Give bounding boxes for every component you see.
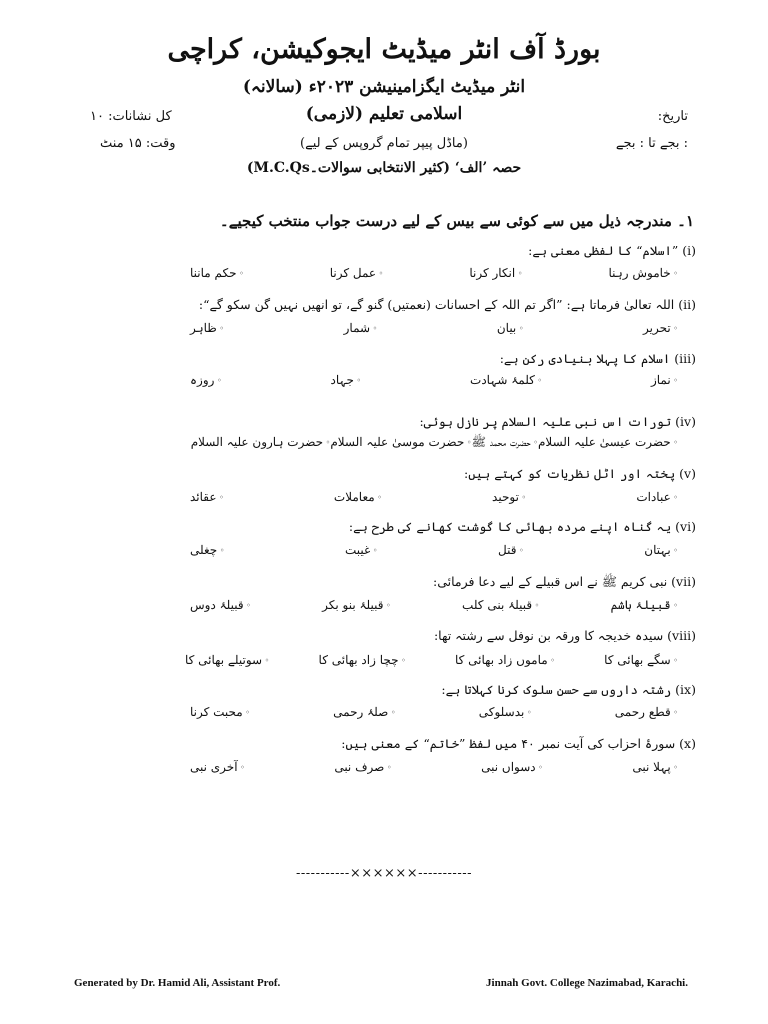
question-1: (i) ”اسلام“ کا لفظی معنی ہے:	[528, 243, 696, 258]
option[interactable]: ◦ قبیلۂ ہاشم	[611, 598, 678, 612]
option[interactable]: ◦ انکار کرنا	[469, 266, 522, 280]
option[interactable]: ◦ قبیلۂ بنو بکر	[322, 598, 391, 612]
option[interactable]: ◦ حضرت ہارون علیہ السلام	[191, 435, 331, 452]
option[interactable]: ◦ روزہ	[190, 373, 222, 387]
option[interactable]: ◦ چچا زاد بھائی کا	[319, 653, 406, 667]
options-4	[190, 435, 678, 452]
option[interactable]: ◦ صرف نبی	[334, 760, 391, 774]
model-paper-note: (ماڈل پیپر تمام گروپس کے لیے)	[300, 136, 468, 151]
option[interactable]: ◦ سگے بھائی کا	[604, 653, 678, 667]
option[interactable]: ◦ قتل	[498, 543, 524, 557]
options-5	[190, 490, 678, 504]
option[interactable]: ◦ دسواں نبی	[481, 760, 543, 774]
question-2: (ii) اللہ تعالیٰ فرماتا ہے: ”اگر تم اللہ کے احسانات (نعمتیں) گنو گے، تو انھیں نہیں گن سکو گے“:	[198, 297, 696, 312]
option[interactable]: ◦ سوتیلے بھائی کا	[185, 653, 269, 667]
option[interactable]: ◦ حکم ماننا	[190, 266, 244, 280]
question-3: (iii) اسلام کا پہلا بنیادی رکن ہے:	[499, 351, 696, 366]
question-8: (viii) سیدہ خدیجہ کا ورقہ بن نوفل سے رشتہ تھا:	[433, 628, 696, 643]
question-7: (vii) نبی کریم ﷺ نے اس قبیلے کے لیے دعا فرمائی:	[433, 574, 696, 589]
option[interactable]: ◦ بہتان	[644, 543, 678, 557]
options-1	[190, 266, 678, 280]
option[interactable]: ◦ معاملات	[334, 490, 382, 504]
option[interactable]: ◦ پہلا نبی	[632, 760, 678, 774]
option[interactable]: ◦ غیبت	[345, 543, 378, 557]
option[interactable]: ◦ تحریر	[643, 321, 678, 335]
end-divider: -----------××××××-----------	[296, 866, 472, 881]
options-3	[190, 373, 678, 387]
option[interactable]: ◦ کلمۂ شہادت	[470, 373, 542, 387]
date-label: تاریخ:	[657, 109, 688, 124]
option[interactable]: ◦ حضرت موسیٰ علیہ السلام	[330, 435, 471, 452]
option[interactable]: ◦ قبیلۂ دوس	[190, 598, 251, 612]
total-marks: کل نشانات: ۱۰	[90, 109, 172, 124]
option[interactable]: ◦ ماموں زاد بھائی کا	[455, 653, 555, 667]
options-6	[190, 543, 678, 557]
option[interactable]: ◦ عقائد	[190, 490, 224, 504]
options-8	[185, 653, 678, 667]
board-title: بورڈ آف انٹر میڈیٹ ایجوکیشن، کراچی	[167, 34, 601, 65]
footer-college: Jinnah Govt. College Nazimabad, Karachi.	[486, 977, 688, 989]
option[interactable]: ◦ عبادات	[636, 490, 678, 504]
option[interactable]: ◦ حضرت عیسیٰ علیہ السلام	[538, 435, 678, 452]
option[interactable]: ◦ ظاہر	[190, 321, 224, 335]
subject-title: اسلامی تعلیم (لازمی)	[305, 104, 463, 124]
options-7	[190, 598, 678, 612]
option[interactable]: ◦ محبت کرنا	[190, 705, 250, 719]
option[interactable]: ◦ آخری نبی	[190, 760, 245, 774]
question-10: (x) سورۂ احزاب کی آیت نمبر ۴۰ میں لفظ ”خاتم“ کے معنی ہیں:	[341, 736, 696, 751]
section-heading: حصہ ’الف‘ (کثیر الانتخابی سوالات۔M.C.Qs)	[246, 160, 522, 176]
exam-title: انٹر میڈیٹ ایگزامینیشن ۲۰۲۳ء (سالانہ)	[242, 77, 526, 97]
option[interactable]: ◦ توحید	[492, 490, 526, 504]
option[interactable]: ◦ قطع رحمی	[615, 705, 678, 719]
options-2	[190, 321, 678, 335]
option[interactable]: ◦ قبیلۂ بنی کلب	[462, 598, 539, 612]
option[interactable]: ◦ جہاد	[331, 373, 362, 387]
option[interactable]: ◦ خاموش رہنا	[608, 266, 678, 280]
option[interactable]: ◦ بیان	[497, 321, 524, 335]
question-5: (v) پختہ اور اٹل نظریات کو کہتے ہیں:	[464, 466, 696, 481]
option[interactable]: ◦ عمل کرنا	[330, 266, 384, 280]
instruction: ۱۔ مندرجہ ذیل میں سے کوئی سے بیس کے لیے درست جواب منتخب کیجیے۔	[219, 212, 694, 230]
question-9: (ix) رشتہ داروں سے حسنِ سلوک کرنا کہلاتا ہے:	[441, 682, 696, 697]
option[interactable]: ◦ چغلی	[190, 543, 224, 557]
question-4: (iv) تورات اس نبی علیہ السلام پر نازل ہوئی:	[419, 414, 696, 429]
option[interactable]: ◦ حضرت محمد ﷺ	[472, 435, 538, 452]
question-6: (vi) یہ گناہ اپنے مردہ بھائی کا گوشت کھانے کی طرح ہے:	[348, 519, 696, 534]
option[interactable]: ◦ شمار	[344, 321, 378, 335]
option[interactable]: ◦ بدسلوکی	[479, 705, 532, 719]
option[interactable]: ◦ نماز	[651, 373, 678, 387]
options-10	[190, 760, 678, 774]
duration: وقت: ۱۵ منٹ	[100, 136, 176, 151]
footer-author: Generated by Dr. Hamid Ali, Assistant Prof.	[74, 977, 281, 989]
time-slot: : بجے تا : بجے	[615, 136, 688, 151]
options-9	[190, 705, 678, 719]
option[interactable]: ◦ صلۂ رحمی	[333, 705, 395, 719]
